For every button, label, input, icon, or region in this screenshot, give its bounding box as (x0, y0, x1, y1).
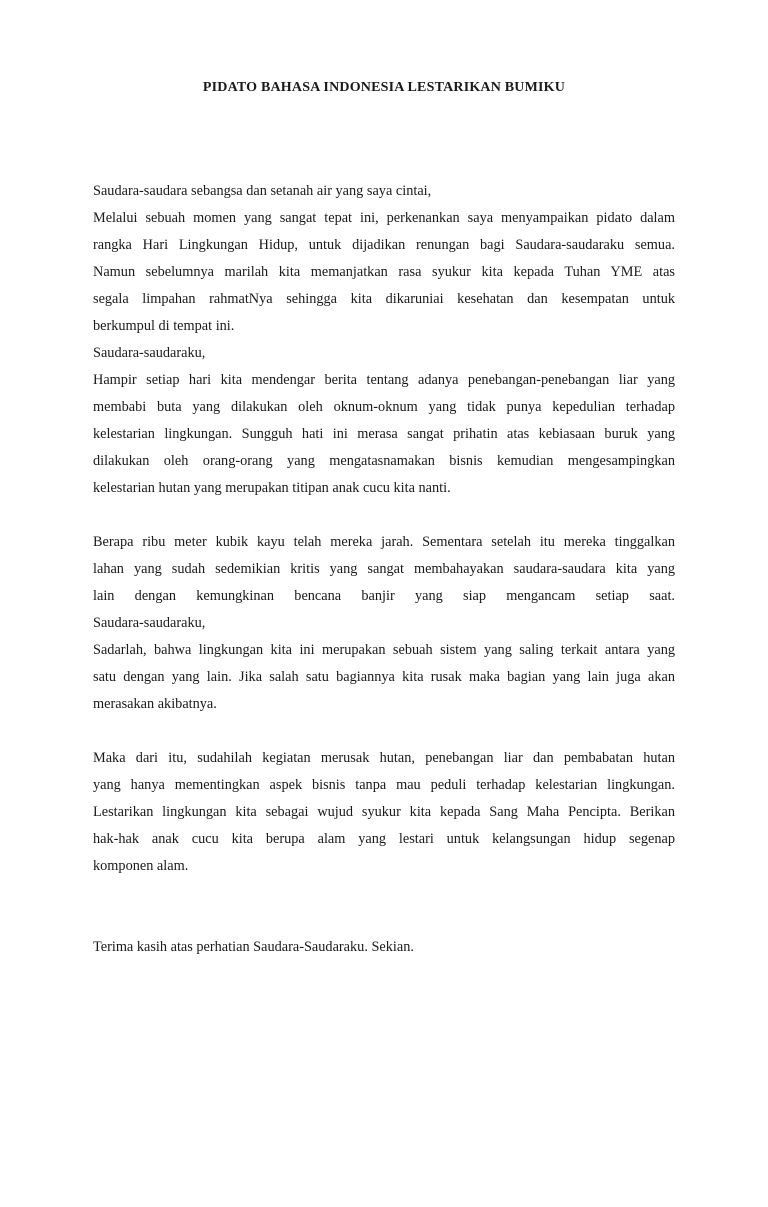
text-line: berkumpul di tempat ini. (93, 318, 235, 334)
document-title: PIDATO BAHASA INDONESIA LESTARIKAN BUMIKU (202, 80, 566, 95)
paragraph-gap (93, 880, 675, 934)
text-line: membabi buta yang dilakukan oleh oknum-oknum yang tidak punya kepedulian terhadap (93, 399, 675, 415)
text-line: kelestarian lingkungan. Sungguh hati ini merasa sangat prihatin atas kebiasaan buruk yang (93, 426, 675, 442)
text-line: Saudara-saudaraku, (93, 615, 206, 631)
text-line: Sadarlah, bahwa lingkungan kita ini merupakan sebuah sistem yang saling terkait antara yang (93, 642, 675, 658)
paragraph-gap (93, 718, 675, 745)
text-line: lain dengan kemungkinan bencana banjir yang siap mengancam setiap saat. (93, 588, 675, 604)
text-line: Saudara-saudaraku, (93, 345, 206, 361)
text-line: komponen alam. (93, 858, 189, 874)
text-line: Maka dari itu, sudahilah kegiatan merusak hutan, penebangan liar dan pembabatan hutan (93, 750, 675, 766)
text-line: Melalui sebuah momen yang sangat tepat ini, perkenankan saya menyampaikan pidato dalam (93, 210, 675, 226)
document-body (93, 178, 675, 961)
text-line: Saudara-saudara sebangsa dan setanah air yang saya cintai, (93, 183, 432, 199)
text-line: lahan yang sudah sedemikian kritis yang sangat membahayakan saudara-saudara kita yang (93, 561, 675, 577)
text-line: segala limpahan rahmatNya sehingga kita dikaruniai kesehatan dan kesempatan untuk (93, 291, 675, 307)
text-line: dilakukan oleh orang-orang yang mengatasnamakan bisnis kemudian mengesampingkan (93, 453, 675, 469)
text-line: yang hanya mementingkan aspek bisnis tanpa mau peduli terhadap kelestarian lingkungan. (93, 777, 675, 793)
text-line: satu dengan yang lain. Jika salah satu bagiannya kita rusak maka bagian yang lain juga akan (93, 669, 675, 685)
text-line: Lestarikan lingkungan kita sebagai wujud syukur kita kepada Sang Maha Pencipta. Berikan (93, 804, 675, 820)
text-line: hak-hak anak cucu kita berupa alam yang lestari untuk kelangsungan hidup segenap (93, 831, 675, 847)
paragraph-gap (93, 502, 675, 529)
closing-line: Terima kasih atas perhatian Saudara-Saudaraku. Sekian. (93, 939, 414, 955)
text-line: Berapa ribu meter kubik kayu telah mereka jarah. Sementara setelah itu mereka tinggalkan (93, 534, 675, 550)
text-line: Namun sebelumnya marilah kita memanjatkan rasa syukur kita kepada Tuhan YME atas (93, 264, 675, 280)
text-line: kelestarian hutan yang merupakan titipan anak cucu kita nanti. (93, 480, 451, 496)
text-line: Hampir setiap hari kita mendengar berita tentang adanya penebangan-penebangan liar yang (93, 372, 675, 388)
text-line: rangka Hari Lingkungan Hidup, untuk dijadikan renungan bagi Saudara-saudaraku semua. (93, 237, 675, 253)
text-line: merasakan akibatnya. (93, 696, 217, 712)
